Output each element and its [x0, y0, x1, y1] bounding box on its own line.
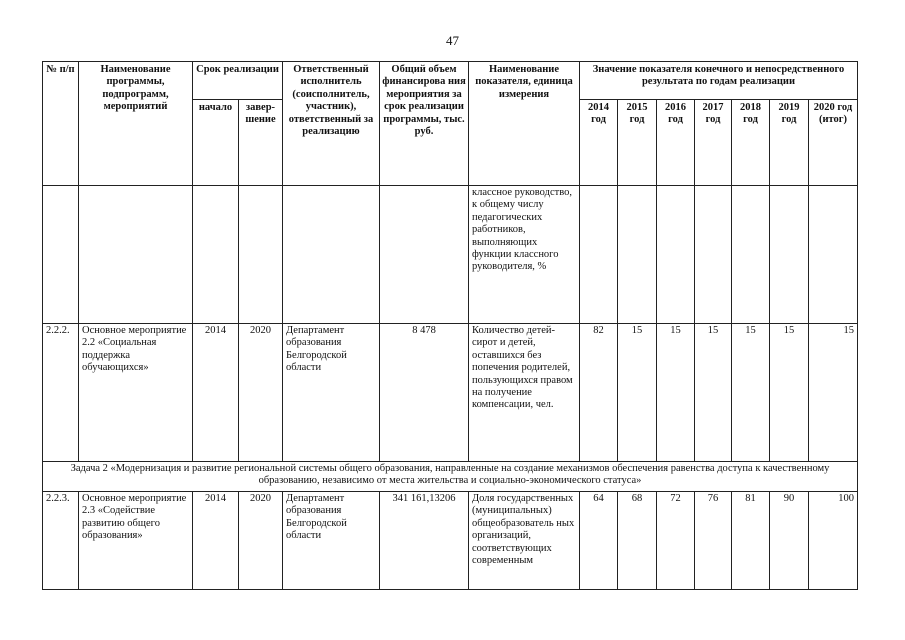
row-value: 15 [618, 324, 657, 462]
header-num: № п/п [43, 62, 79, 186]
row-responsible: Департамент образования Белгородской области [283, 492, 380, 590]
task-title: Задача 2 «Модернизация и развитие региональной системы общего образования, направленные на создание механизмов обеспечения равенства доступа к качественному образованию, независимо от места жительства и социально-экономического статуса» [43, 462, 858, 492]
program-table [42, 61, 858, 590]
row-start: 2014 [193, 492, 239, 590]
header-name: Наименование программы, подпрограмм, мероприятий [79, 62, 193, 186]
header-term: Срок реализации [193, 62, 283, 100]
header-year: 2015 год [618, 100, 657, 186]
row-value: 15 [732, 324, 770, 462]
header-indicator: Наименование показателя, единица измерения [469, 62, 580, 186]
page-number: 47 [446, 33, 459, 48]
row-value: 76 [695, 492, 732, 590]
row-value: 15 [770, 324, 809, 462]
row-value: 15 [809, 324, 858, 462]
header-term-end: завер-шение [239, 100, 283, 186]
header-responsible: Ответственный исполнитель (соисполнитель, участник), ответственный за реализацию [283, 62, 380, 186]
row-value: 82 [580, 324, 618, 462]
row-name: Основное мероприятие 2.3 «Содействие развитию общего образования» [79, 492, 193, 590]
row-funding: 341 161,13206 [380, 492, 469, 590]
header-term-start: начало [193, 100, 239, 186]
row-value: 15 [657, 324, 695, 462]
header-year: 2016 год [657, 100, 695, 186]
row-end: 2020 [239, 324, 283, 462]
header-year: 2020 год (итог) [809, 100, 858, 186]
task-row [43, 462, 858, 492]
row-start: 2014 [193, 324, 239, 462]
row-indicator: Доля государственных (муниципальных) общеобразователь ных организаций, соответствующих современным [469, 492, 580, 590]
row-funding: 8 478 [380, 324, 469, 462]
header-year: 2017 год [695, 100, 732, 186]
row-value: 64 [580, 492, 618, 590]
header-year: 2019 год [770, 100, 809, 186]
row-value: 15 [695, 324, 732, 462]
row-value: 100 [809, 492, 858, 590]
row-indicator: Количество детей-сирот и детей, оставшихся без попечения родителей, пользующихся правом на получение компенсации, чел. [469, 324, 580, 462]
row-value: 72 [657, 492, 695, 590]
header-funding: Общий объем финансирова ния мероприятия за срок реализации программы, тыс. руб. [380, 62, 469, 186]
row-num: 2.2.2. [43, 324, 79, 462]
table-row [43, 186, 858, 324]
indicator-cell: классное руководство, к общему числу педагогических работников, выполняющих функции классного руководителя, % [469, 186, 580, 324]
header-values-group: Значение показателя конечного и непосредственного результата по годам реализации [580, 62, 858, 100]
header-year: 2018 год [732, 100, 770, 186]
table-row [43, 492, 858, 590]
row-num: 2.2.3. [43, 492, 79, 590]
table-row [43, 324, 858, 462]
row-end: 2020 [239, 492, 283, 590]
row-name: Основное мероприятие 2.2 «Социальная поддержка обучающихся» [79, 324, 193, 462]
header-year: 2014 год [580, 100, 618, 186]
row-value: 90 [770, 492, 809, 590]
row-value: 81 [732, 492, 770, 590]
row-responsible: Департамент образования Белгородской области [283, 324, 380, 462]
row-value: 68 [618, 492, 657, 590]
